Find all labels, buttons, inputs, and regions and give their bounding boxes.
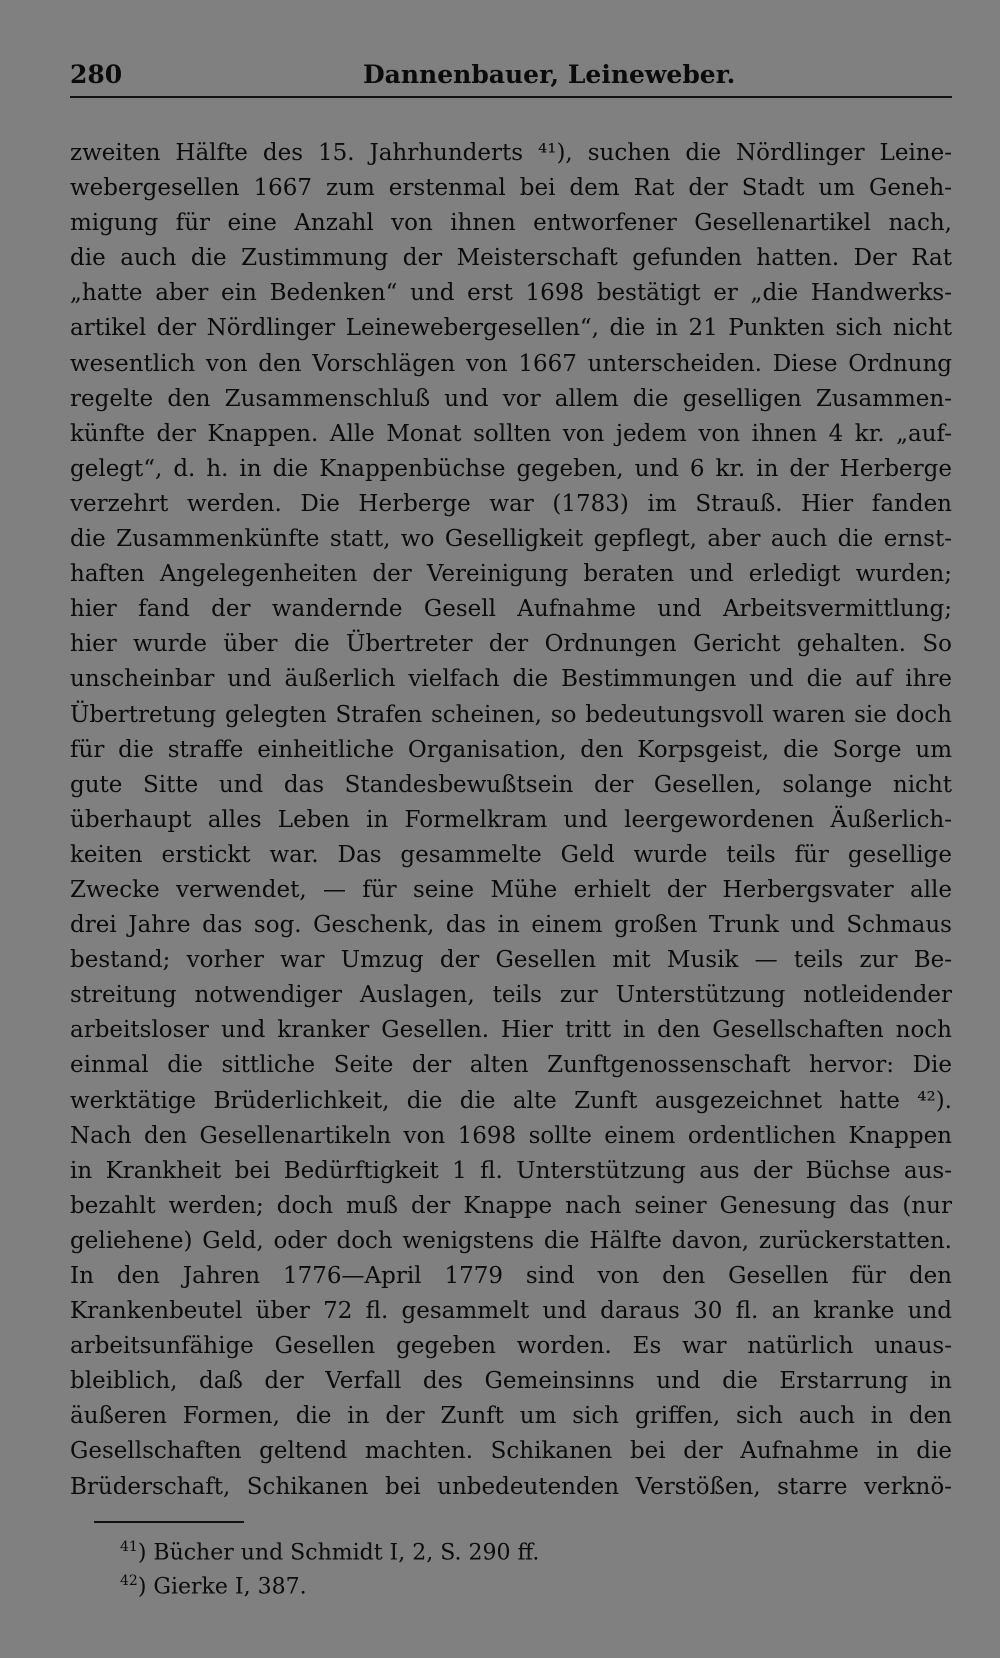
text-line: migung für eine Anzahl von ihnen entworfener Gesellenartikel nach, (70, 210, 952, 237)
running-title: Dannenbauer, Leineweber. (363, 60, 736, 89)
text-line: Brüderschaft, Schikanen bei unbedeutenden Verstößen, starre verknö- (70, 1473, 952, 1500)
text-line: haften Angelegenheiten der Vereinigung beraten und erledigt wurden; (70, 561, 952, 588)
text-line: Zwecke verwendet, — für seine Mühe erhielt der Herbergsvater alle (70, 876, 952, 903)
footnote (120, 1530, 820, 1564)
footnote-mark: 42 (120, 1573, 138, 1589)
text-line: streitung notwendiger Auslagen, teils zur Unterstützung notleidender (70, 982, 952, 1009)
text-line: „hatte aber ein Bedenken“ und erst 1698 bestätigt er „die Handwerks- (70, 280, 952, 307)
page-number: 280 (70, 60, 123, 89)
text-line: überhaupt alles Leben in Formelkram und leergewordenen Äußerlich- (70, 806, 952, 833)
text-line: zweiten Hälfte des 15. Jahrhunderts ⁴¹), suchen die Nördlinger Leine- (70, 140, 952, 166)
footnote-text: ) Gierke I, 387. (137, 1574, 307, 1600)
text-line: in Krankheit bei Bedürftigkeit 1 fl. Unterstützung aus der Büchse aus- (70, 1157, 952, 1184)
text-line: Übertretung gelegten Strafen scheinen, so bedeutungsvoll waren sie doch (70, 701, 952, 728)
text-line: geliehene) Geld, oder doch wenigstens die Hälfte davon, zurückerstatten. (70, 1227, 952, 1254)
text-line: bleiblich, daß der Verfall des Gemeinsinns und die Erstarrung in (70, 1368, 952, 1395)
text-line: einmal die sittliche Seite der alten Zunftgenossenschaft hervor: Die (70, 1052, 952, 1079)
text-line: hier fand der wandernde Gesell Aufnahme und Arbeitsvermittlung; (70, 596, 952, 623)
text-line: die auch die Zustimmung der Meisterschaft gefunden hatten. Der Rat (70, 245, 952, 272)
header-rule (70, 96, 952, 98)
body-text (70, 136, 952, 1505)
footnote-rule (94, 1521, 244, 1523)
text-line: webergesellen 1667 zum erstenmal bei dem Rat der Stadt um Geneh- (70, 175, 952, 202)
text-line: hier wurde über die Übertreter der Ordnungen Gericht gehalten. So (70, 631, 952, 658)
text-line: werktätige Brüderlichkeit, die die alte Zunft ausgezeichnet hatte ⁴²). (70, 1087, 952, 1114)
text-line: gelegt“, d. h. in die Knappenbüchse gegeben, und 6 kr. in der Herberge (70, 455, 952, 482)
page-header (70, 58, 952, 98)
footnotes (120, 1530, 820, 1598)
text-line: drei Jahre das sog. Geschenk, das in einem großen Trunk und Schmaus (70, 912, 952, 939)
footnote-text: ) Bücher und Schmidt I, 2, S. 290 ff. (137, 1540, 540, 1566)
text-line: arbeitsunfähige Gesellen gegeben worden. Es war natürlich unaus- (70, 1333, 952, 1360)
footnote-mark: 41 (120, 1539, 138, 1555)
text-line: Krankenbeutel über 72 fl. gesammelt und daraus 30 fl. an kranke und (70, 1298, 952, 1325)
text-line: künfte der Knappen. Alle Monat sollten von jedem von ihnen 4 kr. „auf- (70, 420, 952, 447)
text-line: die Zusammenkünfte statt, wo Geselligkeit gepflegt, aber auch die ernst- (70, 526, 952, 553)
text-line: Gesellschaften geltend machten. Schikanen bei der Aufnahme in die (70, 1438, 952, 1465)
text-line: wesentlich von den Vorschlägen von 1667 unterscheiden. Diese Ordnung (70, 350, 952, 377)
text-line: Nach den Gesellenartikeln von 1698 sollte einem ordentlichen Knappen (70, 1122, 952, 1149)
text-line: bestand; vorher war Umzug der Gesellen mit Musik — teils zur Be- (70, 947, 952, 974)
text-line: arbeitsloser und kranker Gesellen. Hier tritt in den Gesellschaften noch (70, 1017, 952, 1044)
text-line: unscheinbar und äußerlich vielfach die Bestimmungen und die auf ihre (70, 666, 952, 693)
text-line: In den Jahren 1776—April 1779 sind von den Gesellen für den (70, 1263, 952, 1289)
text-line: verzehrt werden. Die Herberge war (1783) im Strauß. Hier fanden (70, 490, 952, 517)
text-line: gute Sitte und das Standesbewußtsein der Gesellen, solange nicht (70, 771, 952, 798)
text-line: äußeren Formen, die in der Zunft um sich griffen, sich auch in den (70, 1403, 952, 1430)
text-line: regelte den Zusammenschluß und vor allem die geselligen Zusammen- (70, 385, 952, 412)
text-line: keiten erstickt war. Das gesammelte Geld wurde teils für gesellige (70, 841, 952, 868)
text-line: für die straffe einheitliche Organisation, den Korpsgeist, die Sorge um (70, 736, 952, 763)
footnote (120, 1564, 820, 1598)
text-line: bezahlt werden; doch muß der Knappe nach seiner Genesung das (nur (70, 1192, 952, 1219)
text-line: artikel der Nördlinger Leinewebergesellen“, die in 21 Punkten sich nicht (70, 315, 952, 342)
